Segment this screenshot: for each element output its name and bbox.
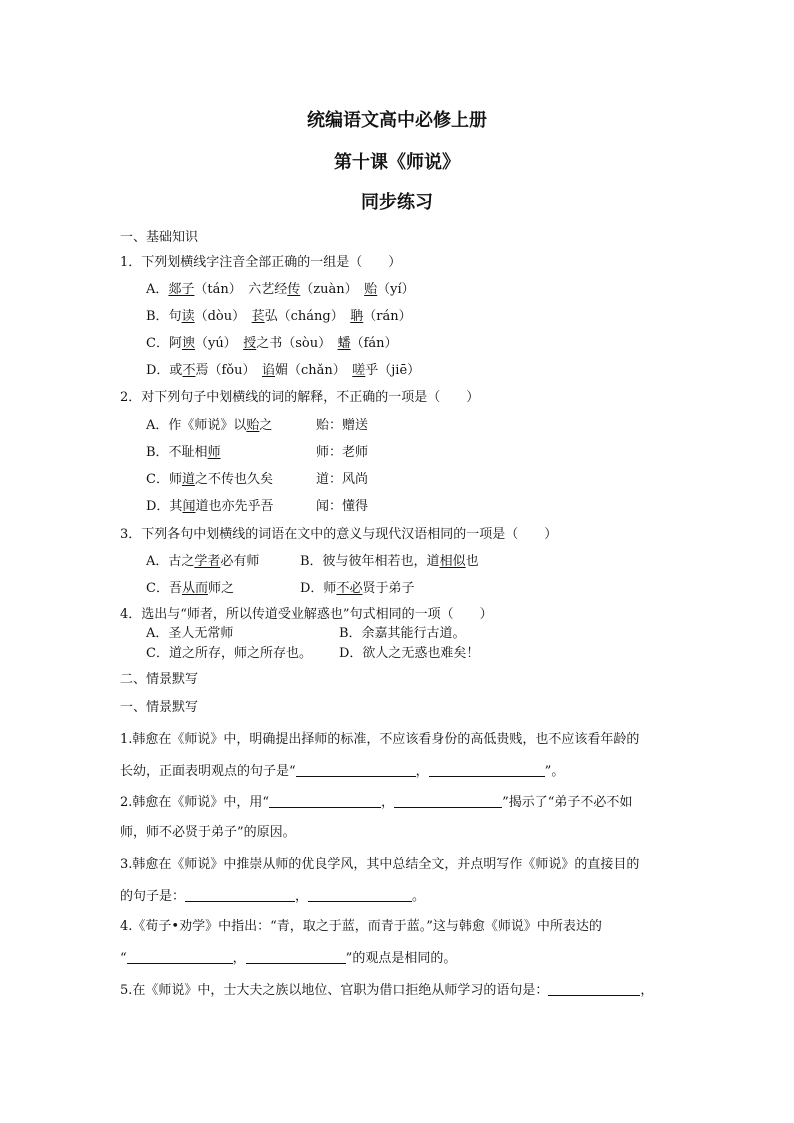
title-main: 统编语文高中必修上册: [307, 110, 487, 131]
question-2-option-d: D．其闻道也亦先乎吾 闻：懂得: [146, 499, 369, 514]
question-3-option-a: A．古之学者必有师: [146, 554, 260, 569]
fill-5-line-1: 5.在《师说》中，士大夫之族以地位、官职为借口拒绝从师学习的语句是： ，: [120, 983, 654, 998]
fill-1-blank-1[interactable]: [296, 762, 416, 777]
question-1-option-c: C．阿谀（yú） 授之书（sòu） 蟠（fán）: [146, 336, 398, 351]
question-4-option-b: B．余嘉其能行古道。: [339, 626, 466, 641]
question-3-stem: 3．下列各句中划横线的词语在文中的意义与现代汉语相同的一项是（ ）: [120, 527, 558, 542]
fill-4-blank-2[interactable]: [246, 949, 346, 964]
fill-4-line-2: “ ， ”的观点是相同的。: [120, 951, 457, 966]
question-2-option-b: B．不耻相师 师：老师: [146, 445, 369, 460]
fill-2-line-1: 2.韩愈在《师说》中，用“ ， ”揭示了“弟子不必不如: [120, 795, 633, 810]
question-3-option-b: B．彼与彼年相若也，道相似也: [300, 554, 479, 569]
question-1-option-d: D．或不焉（fǒu） 谄媚（chǎn） 嗟乎（jiē）: [146, 363, 421, 378]
question-2-option-a-gloss: 贻：赠送: [316, 418, 369, 433]
fill-1-line-1: 1.韩愈在《师说》中，明确提出择师的标准，不应该看身份的高低贵贱，也不应该看年龄的: [120, 732, 640, 747]
fill-3-blank-1[interactable]: [185, 887, 295, 902]
question-2-option-c-gloss: 道：风尚: [316, 472, 369, 487]
question-4-option-d: D．欲人之无惑也难矣！: [339, 646, 480, 661]
fill-2-blank-2[interactable]: [394, 793, 502, 808]
question-3-option-d: D．师不必贤于弟子: [300, 581, 415, 596]
question-4-option-c: C．道之所存，师之所存也。: [146, 646, 312, 661]
question-3-option-c: C．吾从而师之: [146, 581, 234, 596]
fill-1-blank-2[interactable]: [429, 762, 545, 777]
question-4-option-a: A．圣人无常师: [146, 626, 234, 641]
section-heading-recitation-sub: 一、情景默写: [120, 700, 199, 715]
fill-5-blank-1[interactable]: [548, 981, 640, 996]
title-lesson: 第十课《师说》: [334, 152, 460, 173]
question-4-stem: 4．选出与“师者，所以传道受业解惑也”句式相同的一项（ ）: [120, 607, 493, 622]
fill-3-line-2: 的句子是： ， 。: [120, 889, 426, 904]
fill-3-blank-2[interactable]: [308, 887, 412, 902]
fill-2-blank-1[interactable]: [269, 793, 381, 808]
fill-4-line-1: 4.《荀子•劝学》中指出：“青，取之于蓝，而青于蓝。”这与韩愈《师说》中所表达的: [120, 919, 602, 934]
question-1-stem: 1．下列划横线字注音全部正确的一组是（ ）: [120, 255, 402, 270]
question-1-option-b: B．句读（dòu） 苌弘（cháng） 聃（rán）: [146, 309, 412, 324]
fill-3-line-1: 3.韩愈在《师说》中推崇从师的优良学风，其中总结全文，并点明写作《师说》的直接目的: [120, 857, 640, 872]
question-2-option-d-gloss: 闻：懂得: [316, 499, 369, 514]
question-1-option-a: A．郯子（tán） 六艺经传（zuàn） 贻（yí）: [146, 282, 415, 297]
question-2-option-a: A．作《师说》以贻之 贻：赠送: [146, 418, 369, 433]
question-2-option-b-gloss: 师：老师: [316, 445, 369, 460]
question-2-option-c: C．师道之不传也久矣 道：风尚: [146, 472, 369, 487]
fill-2-line-2: 师，师不必贤于弟子”的原因。: [120, 825, 296, 840]
section-heading-basic: 一、基础知识: [120, 230, 199, 245]
question-2-stem: 2．对下列句子中划横线的词的解释，不正确的一项是（ ）: [120, 390, 480, 405]
title-practice: 同步练习: [361, 192, 433, 213]
section-heading-recitation: 二、情景默写: [120, 672, 199, 687]
fill-1-line-2: 长幼，正面表明观点的句子是“ ， ”。: [120, 764, 565, 779]
fill-4-blank-1[interactable]: [127, 949, 233, 964]
